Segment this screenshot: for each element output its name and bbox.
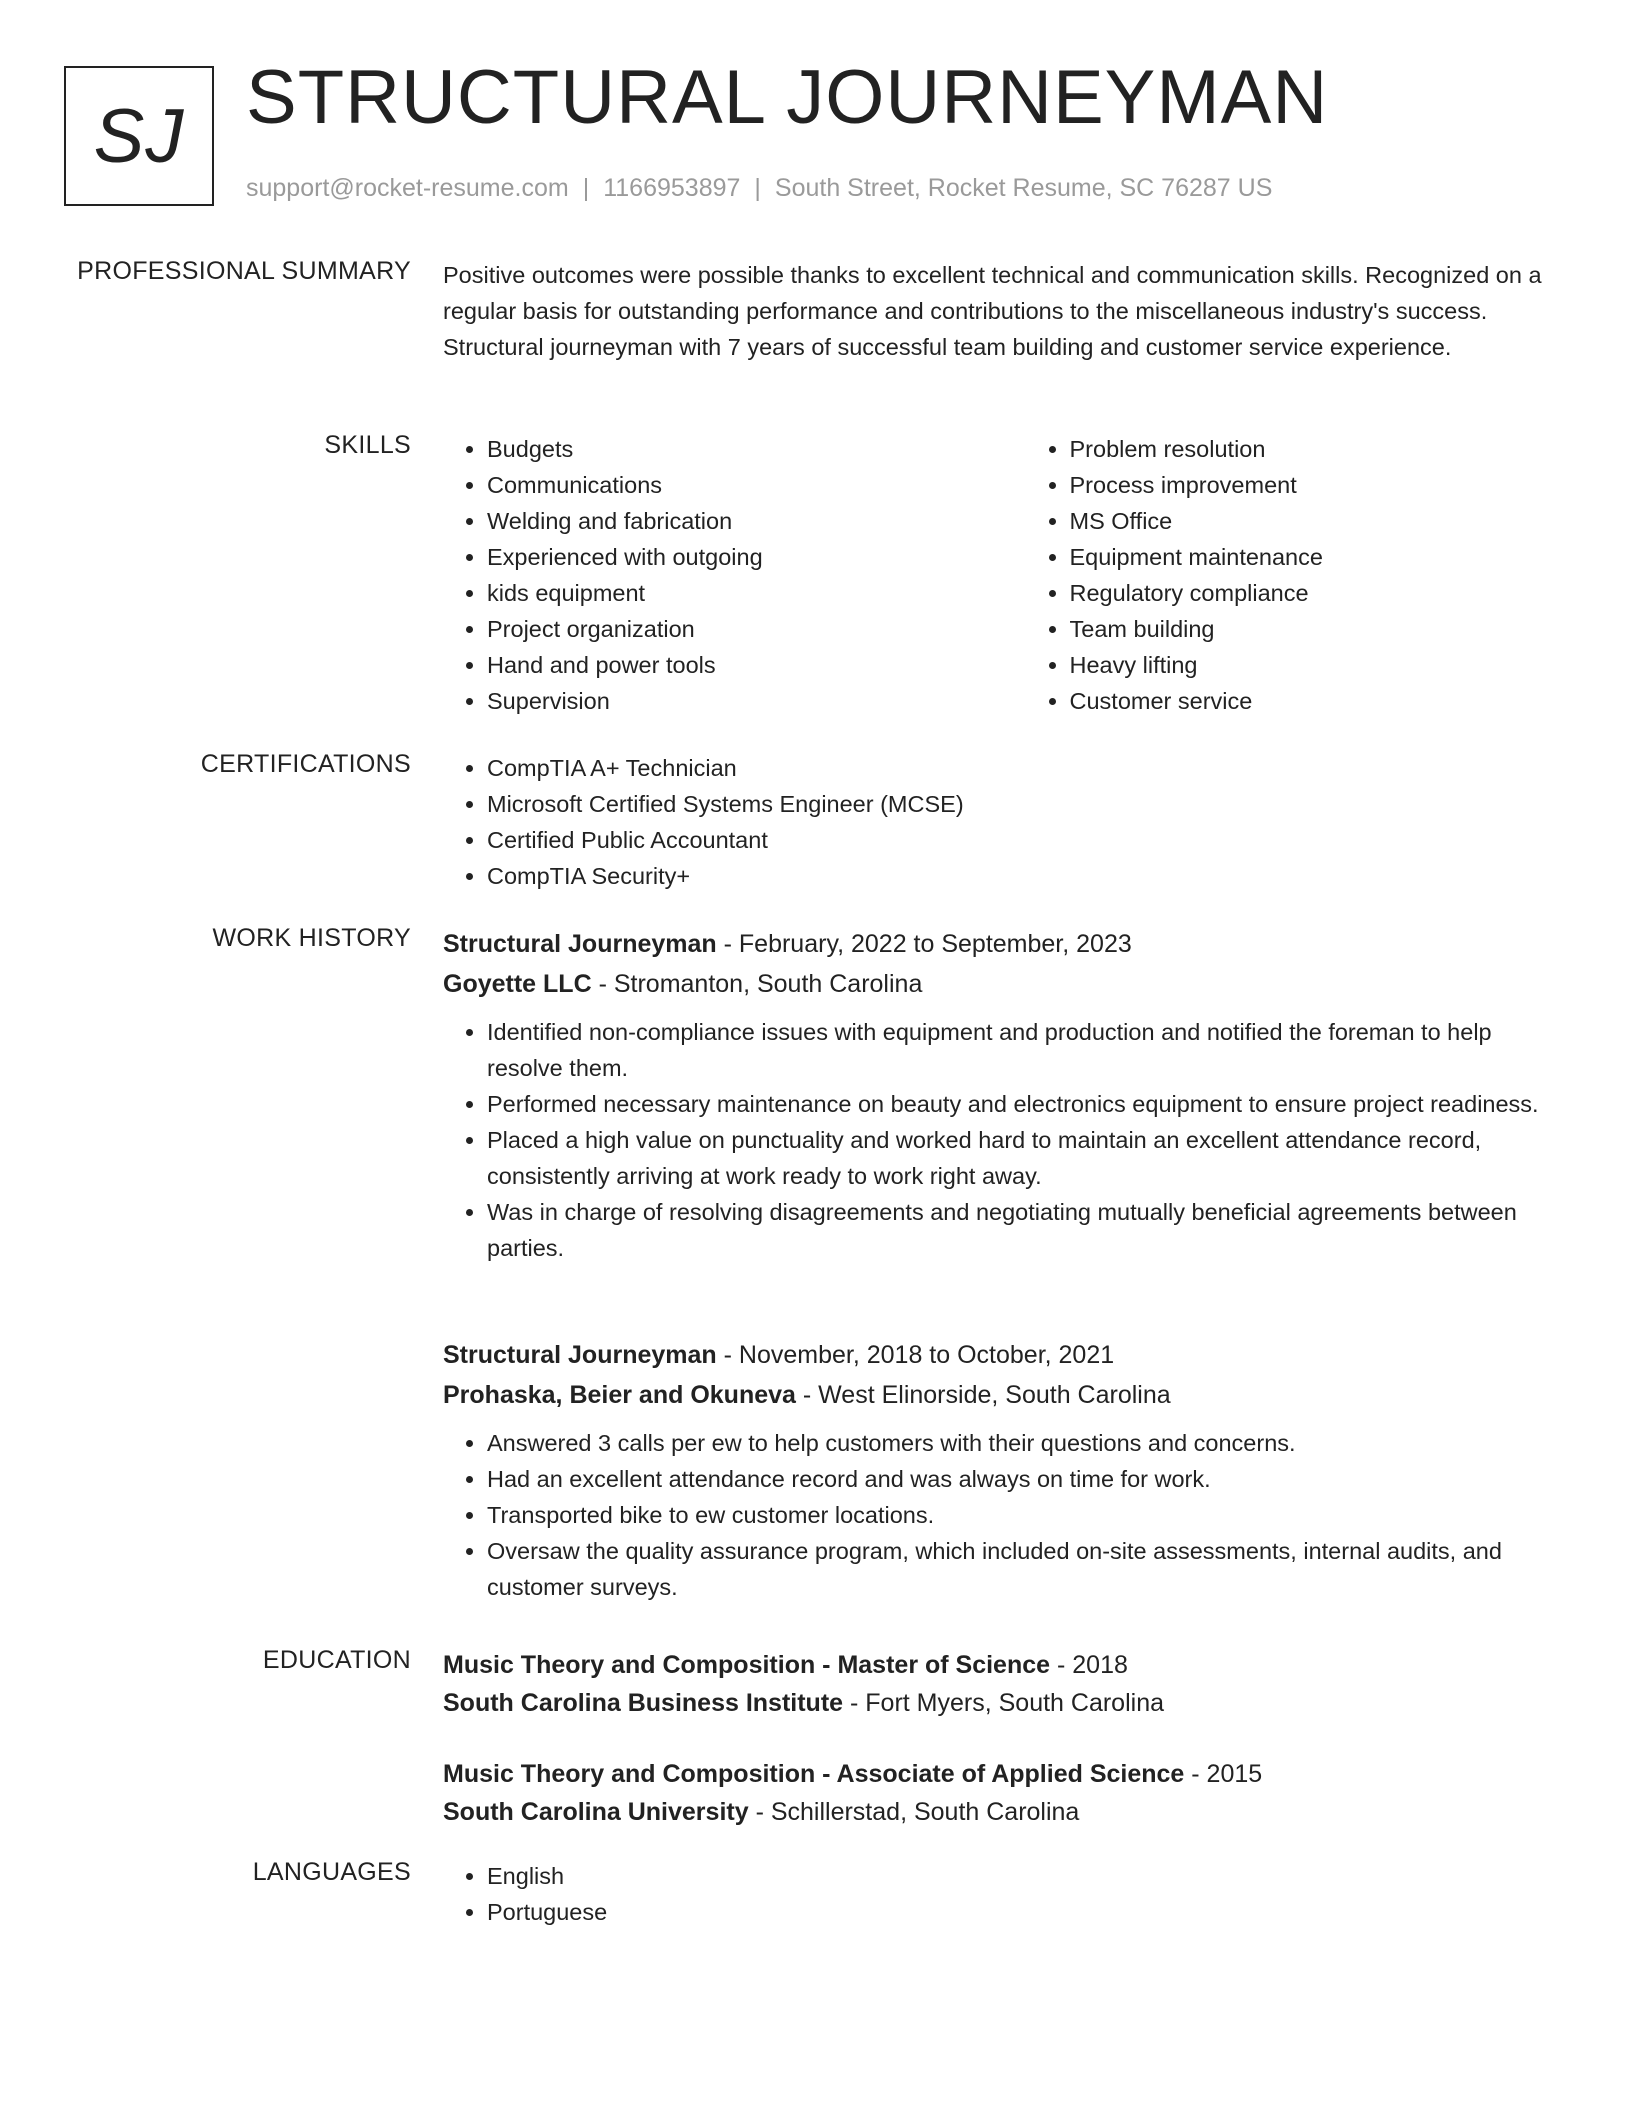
skill-item: • Experienced with outgoing bbox=[487, 539, 981, 575]
education-entry bbox=[443, 1646, 1563, 1722]
job-bullets bbox=[443, 1014, 1563, 1266]
skill-item: • Customer service bbox=[1070, 683, 1564, 719]
job-location: - West Elinorside, South Carolina bbox=[795, 1381, 1171, 1409]
language-item: • English bbox=[487, 1858, 1563, 1894]
job-bullet: • Had an excellent attendance record and was always on time for work. bbox=[487, 1461, 1563, 1497]
education-entry bbox=[443, 1755, 1563, 1831]
education-location: - Fort Myers, South Carolina bbox=[843, 1689, 1164, 1717]
separator: | bbox=[754, 174, 761, 202]
skill-item: • kids equipment bbox=[487, 575, 981, 611]
job-bullet: • Placed a high value on punctuality and worked hard to maintain an excellent attendance record, consistently arriving at work ready to work right away. bbox=[487, 1122, 1563, 1194]
candidate-name: STRUCTURAL JOURNEYMAN bbox=[246, 55, 1329, 140]
job-title-line bbox=[443, 1335, 1563, 1375]
job-entry bbox=[443, 924, 1563, 1266]
contact-line bbox=[246, 174, 1272, 203]
skill-item: • Supervision bbox=[487, 683, 981, 719]
job-company: Prohaska, Beier and Okuneva bbox=[443, 1381, 796, 1409]
summary-text: Positive outcomes were possible thanks to excellent technical and communication skills. Recognized on a regular basis for outstanding performance and contributions to the miscellaneous industry's success. Structural journeyman with 7 years of successful team building and customer service experience. bbox=[443, 262, 1542, 360]
separator: | bbox=[582, 174, 590, 202]
certification-item: • CompTIA Security+ bbox=[487, 858, 1563, 894]
skill-item: • Hand and power tools bbox=[487, 647, 981, 683]
certification-item: • Microsoft Certified Systems Engineer (MCSE) bbox=[487, 786, 1563, 822]
skill-item: • Problem resolution bbox=[1070, 431, 1564, 467]
skill-item: • Heavy lifting bbox=[1070, 647, 1564, 683]
education-year: - 2018 bbox=[1050, 1651, 1128, 1679]
job-dates: - February, 2022 to September, 2023 bbox=[716, 930, 1132, 958]
job-bullet: • Oversaw the quality assurance program, which included on-site assessments, internal audits, and customer surveys. bbox=[487, 1533, 1563, 1605]
job-bullet: • Transported bike to ew customer locations. bbox=[487, 1497, 1563, 1533]
language-item: • Portuguese bbox=[487, 1894, 1563, 1930]
email-address: support@rocket-resume.com bbox=[246, 174, 569, 202]
education-school-line bbox=[443, 1684, 1563, 1722]
job-bullet: • Identified non-compliance issues with equipment and production and notified the foreman to help resolve them. bbox=[487, 1014, 1563, 1086]
job-company: Goyette LLC bbox=[443, 970, 592, 998]
phone-number: 1166953897 bbox=[603, 174, 741, 202]
skills-list-left bbox=[443, 431, 981, 719]
job-bullet: • Was in charge of resolving disagreements and negotiating mutually beneficial agreements between parties. bbox=[487, 1194, 1563, 1266]
job-role: Structural Journeyman bbox=[443, 1341, 717, 1369]
section-title-education: EDUCATION bbox=[262, 1646, 411, 1674]
skills-list-right bbox=[1026, 431, 1564, 719]
job-bullet: • Answered 3 calls per ew to help customers with their questions and concerns. bbox=[487, 1425, 1563, 1461]
section-title-certifications: CERTIFICATIONS bbox=[200, 750, 411, 778]
job-role: Structural Journeyman bbox=[443, 930, 717, 958]
languages-list bbox=[443, 1858, 1563, 1930]
skill-item: • Communications bbox=[487, 467, 981, 503]
skill-item: • Equipment maintenance bbox=[1070, 539, 1564, 575]
education-body bbox=[443, 1646, 1563, 1722]
education-degree-line bbox=[443, 1755, 1563, 1793]
job-title-line bbox=[443, 924, 1563, 964]
skills-columns bbox=[443, 431, 1563, 719]
education-degree: Music Theory and Composition - Master of Science bbox=[443, 1651, 1051, 1679]
skill-item: • Budgets bbox=[487, 431, 981, 467]
education-year: - 2015 bbox=[1184, 1760, 1263, 1788]
job-dates: - November, 2018 to October, 2021 bbox=[716, 1341, 1115, 1369]
work-history-body-2 bbox=[443, 1335, 1563, 1605]
job-company-line bbox=[443, 1375, 1563, 1415]
education-school-line bbox=[443, 1793, 1563, 1831]
section-title-summary: PROFESSIONAL SUMMARY bbox=[77, 257, 411, 285]
certification-item: • Certified Public Accountant bbox=[487, 822, 1563, 858]
job-location: - Stromanton, South Carolina bbox=[591, 970, 923, 998]
section-title-skills: SKILLS bbox=[324, 431, 411, 459]
certification-item: • CompTIA A+ Technician bbox=[487, 750, 1563, 786]
education-school: South Carolina University bbox=[443, 1798, 749, 1826]
education-degree: Music Theory and Composition - Associate of Applied Science bbox=[443, 1760, 1185, 1788]
job-entry bbox=[443, 1335, 1563, 1605]
job-company-line bbox=[443, 964, 1563, 1004]
education-body-2 bbox=[443, 1755, 1563, 1831]
job-bullets bbox=[443, 1425, 1563, 1605]
languages-body bbox=[443, 1858, 1563, 1930]
education-school: South Carolina Business Institute bbox=[443, 1689, 844, 1717]
certifications-list bbox=[443, 750, 1563, 894]
street-address: South Street, Rocket Resume, SC 76287 US bbox=[774, 174, 1273, 202]
job-bullet: • Performed necessary maintenance on beauty and electronics equipment to ensure project readiness. bbox=[487, 1086, 1563, 1122]
education-location: - Schillerstad, South Carolina bbox=[748, 1798, 1080, 1826]
work-history-body bbox=[443, 924, 1563, 1266]
skill-item: • Welding and fabrication bbox=[487, 503, 981, 539]
skill-item: • Regulatory compliance bbox=[1070, 575, 1564, 611]
education-degree-line bbox=[443, 1646, 1563, 1684]
section-title-work-history: WORK HISTORY bbox=[212, 924, 411, 952]
skill-item: • Team building bbox=[1070, 611, 1564, 647]
monogram-logo: SJ bbox=[64, 66, 214, 206]
skill-item: • Project organization bbox=[487, 611, 981, 647]
skill-item: • MS Office bbox=[1070, 503, 1564, 539]
section-title-languages: LANGUAGES bbox=[252, 1858, 411, 1886]
certifications-body bbox=[443, 750, 1563, 894]
skill-item: • Process improvement bbox=[1070, 467, 1564, 503]
